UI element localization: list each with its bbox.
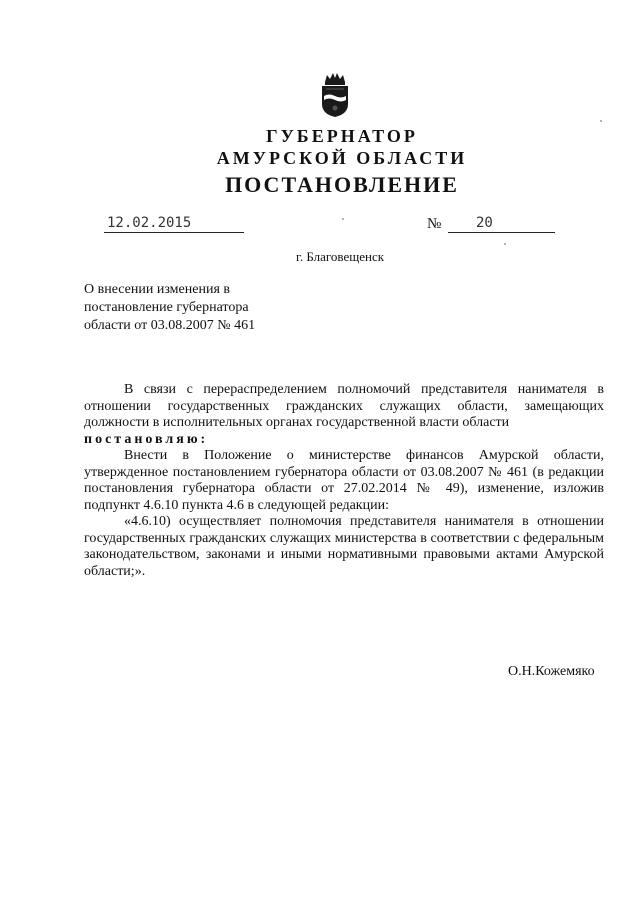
document-date: 12.02.2015 xyxy=(107,215,192,231)
decree-word: постановляю: xyxy=(84,431,209,447)
number-label: № xyxy=(427,216,442,232)
body-paragraph-quote: «4.6.10) осуществляет полномочия представителя нанимателя в отношении государственных гражданских служащих министерства в соответствии с федеральным законодательством, законами и иными нормативными правовыми актами Амурской области;». xyxy=(84,514,604,579)
document-body xyxy=(84,382,604,580)
subject-line: постановление губернатора xyxy=(84,300,249,315)
date-underline xyxy=(104,232,244,233)
subject-line: О внесении изменения в xyxy=(84,282,230,297)
body-paragraph-amendment: Внести в Положение о министерстве финансов Амурской области, утвержденное постановлением губернатора области от 03.08.2007 № 461 (в редакции постановления губернатора области от 27.02.2014 № 49), изменение, изложив подпункт 4.6.10 пункта 4.6 в следующей редакции: xyxy=(84,448,604,513)
header-region: АМУРСКОЙ ОБЛАСТИ xyxy=(216,148,468,168)
header-governor: ГУБЕРНАТОР xyxy=(266,126,418,146)
signature-name: О.Н.Кожемяко xyxy=(508,664,595,679)
subject-line: области от 03.08.2007 № 461 xyxy=(84,318,256,333)
scan-speck xyxy=(504,243,506,245)
document-type: ПОСТАНОВЛЕНИЕ xyxy=(225,172,459,197)
coat-of-arms-icon xyxy=(318,72,352,118)
city: г. Благовещенск xyxy=(296,249,385,264)
document-number: 20 xyxy=(476,215,493,231)
document-subject xyxy=(84,281,255,335)
number-underline xyxy=(448,232,555,233)
scan-speck xyxy=(342,218,344,220)
scan-speck xyxy=(600,120,602,122)
body-paragraph-preamble: В связи с перераспределением полномочий представителя нанимателя в отношении государственных гражданских служащих области, замещающих должности в исполнительных органах государственной власти области xyxy=(84,382,604,430)
